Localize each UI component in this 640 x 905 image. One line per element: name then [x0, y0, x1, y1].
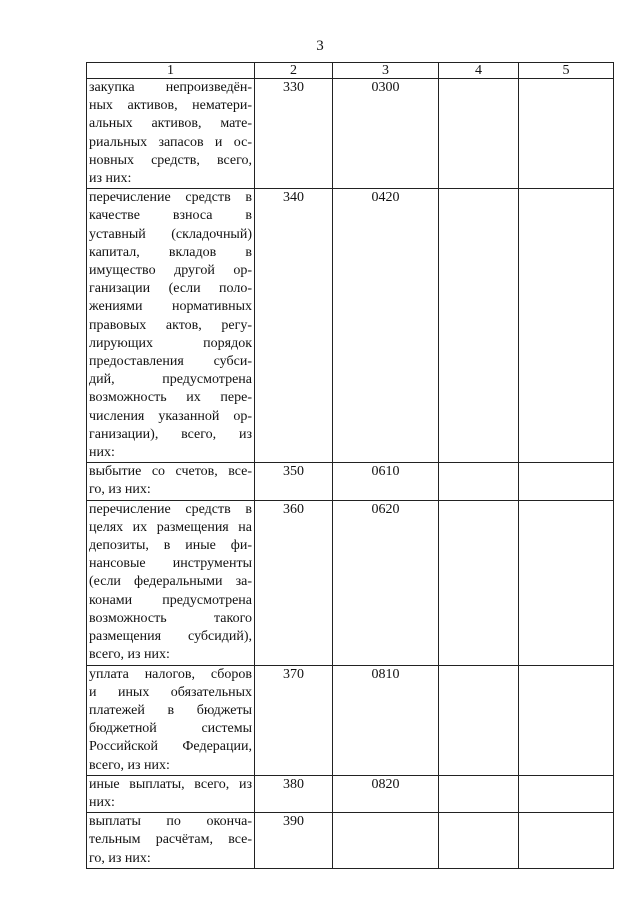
row-value-col-5	[519, 79, 614, 189]
description-line: всего, из них:	[89, 647, 170, 663]
table-row	[87, 189, 614, 463]
row-description	[87, 463, 255, 500]
row-kosgu-code: 0300	[333, 79, 439, 189]
table-row	[87, 500, 614, 665]
row-description	[87, 813, 255, 869]
description-line: лирующих порядок	[89, 335, 252, 351]
row-description	[87, 79, 255, 189]
table-row	[87, 813, 614, 869]
description-line: иные выплаты, всего, из	[89, 776, 252, 792]
description-line: возможность их пере-	[89, 390, 252, 406]
header-col-1: 1	[87, 63, 255, 79]
description-line: го, из них:	[89, 482, 151, 498]
table-row	[87, 665, 614, 775]
description-line: них:	[89, 794, 115, 810]
description-line: конами предусмотрена	[89, 592, 252, 608]
description-line: выплаты по оконча-	[89, 814, 252, 830]
description-line: альных активов, мате-	[89, 116, 252, 132]
row-value-col-4	[439, 463, 519, 500]
row-value-col-5	[519, 775, 614, 812]
description-line: и иных обязательных	[89, 684, 252, 700]
row-value-col-5	[519, 463, 614, 500]
row-value-col-4	[439, 665, 519, 775]
row-kosgu-code	[333, 813, 439, 869]
table-row	[87, 463, 614, 500]
description-line: закупка непроизведён-	[89, 80, 252, 95]
header-col-4: 4	[439, 63, 519, 79]
row-code: 350	[255, 463, 333, 500]
description-line: депозиты, в иные фи-	[89, 538, 252, 554]
description-line: целях их размещения на	[89, 519, 252, 535]
row-description	[87, 665, 255, 775]
row-description	[87, 500, 255, 665]
description-line: ных активов, нематери-	[89, 98, 252, 114]
description-line: них:	[89, 445, 115, 461]
row-value-col-4	[439, 775, 519, 812]
description-line: тельным расчётам, все-	[89, 832, 252, 848]
row-code: 340	[255, 189, 333, 463]
description-line: дий, предусмотрена	[89, 372, 252, 388]
description-line: перечисление средств в	[89, 190, 252, 206]
row-value-col-5	[519, 500, 614, 665]
header-col-2: 2	[255, 63, 333, 79]
description-line: бюджетной системы	[89, 721, 252, 737]
report-table	[86, 62, 614, 869]
row-description	[87, 189, 255, 463]
row-code: 370	[255, 665, 333, 775]
row-value-col-5	[519, 189, 614, 463]
row-code: 330	[255, 79, 333, 189]
description-line: возможность такого	[89, 610, 252, 626]
row-value-col-4	[439, 500, 519, 665]
description-line: размещения субсидий),	[89, 629, 252, 645]
description-line: го, из них:	[89, 850, 151, 866]
row-kosgu-code: 0810	[333, 665, 439, 775]
description-line: предоставления субси-	[89, 354, 252, 370]
row-value-col-4	[439, 813, 519, 869]
row-code: 360	[255, 500, 333, 665]
description-line: новных средств, всего,	[89, 152, 252, 168]
table-row	[87, 775, 614, 812]
header-col-5: 5	[519, 63, 614, 79]
row-kosgu-code: 0610	[333, 463, 439, 500]
description-line: ганизации (если поло-	[89, 281, 252, 297]
row-value-col-4	[439, 189, 519, 463]
description-line: имуществo другой ор-	[89, 263, 252, 279]
row-kosgu-code: 0420	[333, 189, 439, 463]
table-row	[87, 79, 614, 189]
description-line: платежей в бюджеты	[89, 702, 252, 718]
description-line: жениями нормативных	[89, 299, 252, 315]
description-line: числения указанной ор-	[89, 408, 252, 424]
row-kosgu-code: 0820	[333, 775, 439, 812]
header-col-3: 3	[333, 63, 439, 79]
row-value-col-4	[439, 79, 519, 189]
row-kosgu-code: 0620	[333, 500, 439, 665]
description-line: риальных запасов и ос-	[89, 134, 252, 150]
description-line: (если федеральными за-	[89, 574, 252, 590]
description-line: уставный (складочный)	[89, 226, 252, 242]
description-line: выбытие со счетов, все-	[89, 464, 252, 480]
description-line: уплата налогов, сборов	[89, 666, 252, 682]
description-line: капитал, вкладов в	[89, 244, 252, 260]
row-code: 380	[255, 775, 333, 812]
row-description	[87, 775, 255, 812]
header-row	[87, 63, 614, 79]
row-value-col-5	[519, 665, 614, 775]
description-line: ганизации), всего, из	[89, 426, 252, 442]
description-line: нансовые инструменты	[89, 556, 252, 572]
row-value-col-5	[519, 813, 614, 869]
row-code: 390	[255, 813, 333, 869]
page-number: 3	[316, 38, 324, 54]
description-line: перечисление средств в	[89, 501, 252, 517]
description-line: качестве взноса в	[89, 208, 252, 224]
description-line: из них:	[89, 171, 132, 187]
description-line: всего, из них:	[89, 757, 170, 773]
description-line: Российской Федерации,	[89, 739, 252, 755]
description-line: правовых актов, регу-	[89, 317, 252, 333]
